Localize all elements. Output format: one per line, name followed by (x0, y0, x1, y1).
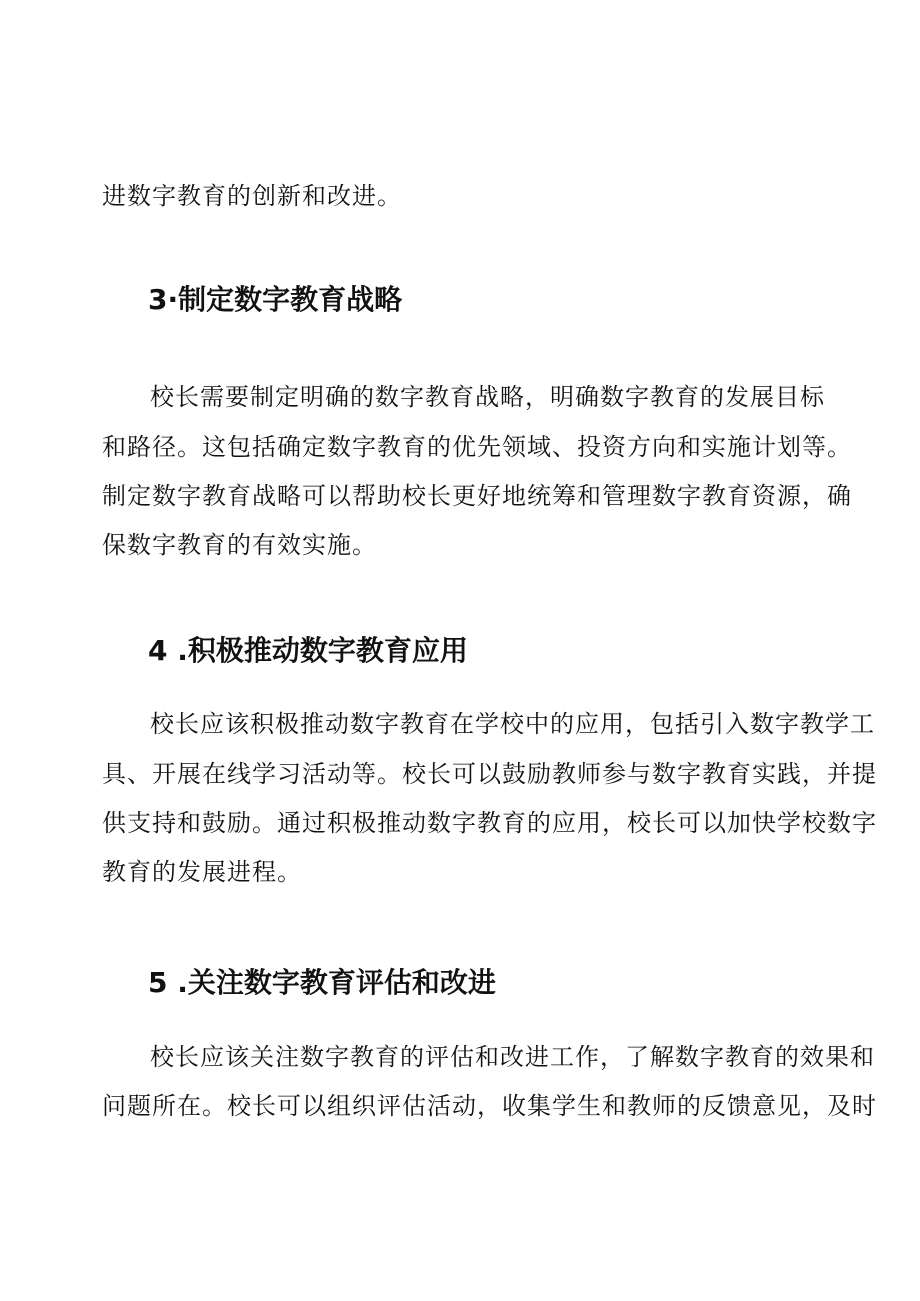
paragraph-line: 问题所在。校长可以组织评估活动，收集学生和教师的反馈意见，及时 (102, 1092, 877, 1120)
paragraph-line: 保数字教育的有效实施。 (102, 531, 377, 559)
section-heading-5: 5 .关注数字教育评估和改进 (148, 966, 496, 999)
paragraph-line: 和路径。这包括确定数字教育的优先领域、投资方向和实施计划等。 (102, 433, 852, 461)
paragraph-line: 进数字教育的创新和改进。 (102, 182, 402, 210)
paragraph-line: 校长需要制定明确的数字教育战略，明确数字教育的发展目标 (150, 383, 825, 411)
paragraph-line: 校长应该关注数字教育的评估和改进工作，了解数字教育的效果和 (150, 1043, 875, 1071)
section-heading-4: 4 .积极推动数字教育应用 (148, 634, 468, 667)
paragraph-line: 制定数字教育战略可以帮助校长更好地统筹和管理数字教育资源，确 (102, 482, 852, 510)
paragraph-line: 供支持和鼓励。通过积极推动数字教育的应用，校长可以加快学校数字 (102, 809, 877, 837)
paragraph-line: 具、开展在线学习活动等。校长可以鼓励教师参与数字教育实践，并提 (102, 760, 877, 788)
section-heading-3: 3·制定数字教育战略 (148, 283, 403, 316)
paragraph-line: 教育的发展进程。 (102, 858, 302, 886)
paragraph-line: 校长应该积极推动数字教育在学校中的应用，包括引入数字教学工 (150, 710, 875, 738)
